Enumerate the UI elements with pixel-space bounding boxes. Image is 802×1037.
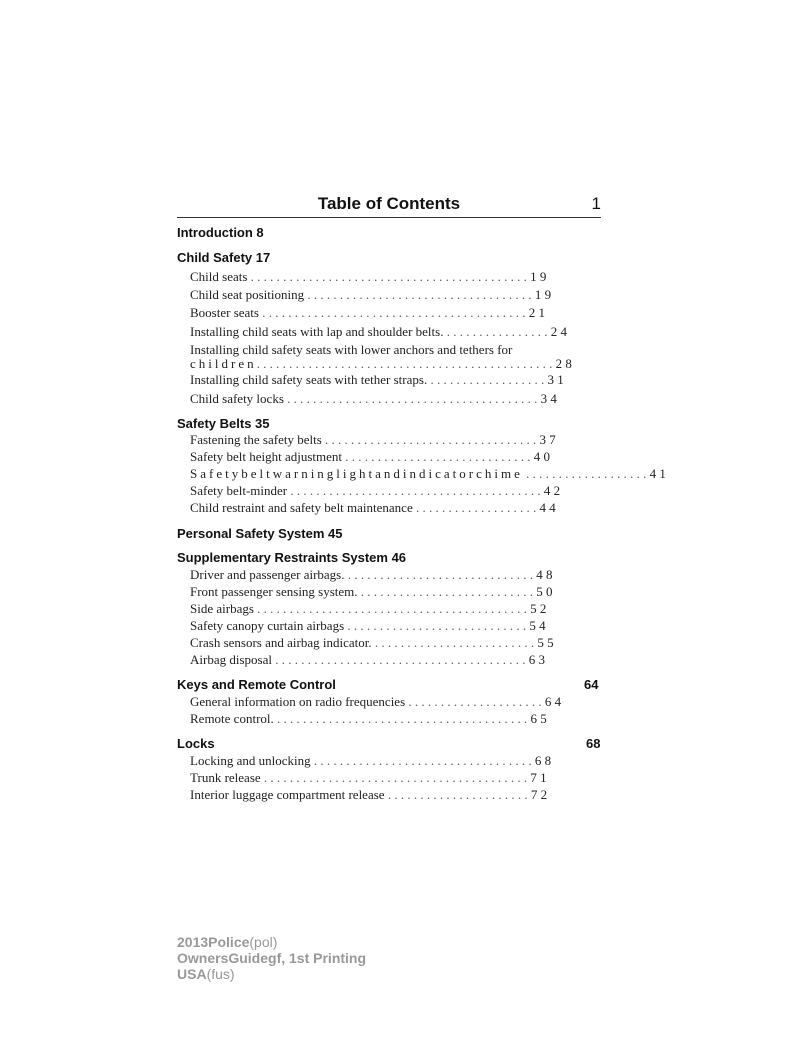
toc-entry[interactable] [190, 652, 610, 668]
entry-title: Crash sensors and airbag indicator. [190, 635, 372, 650]
entry-page: 6 3 [528, 652, 545, 667]
dot-leader: . . . . . . . . . . . . . . . . . . . . . . . . . . . . . . . . . . . . . . . . . . . . . . [256, 356, 556, 371]
entry-page: 6 8 [534, 753, 552, 768]
dot-leader: . . . . . . . . . . . . . . . . . . . [412, 500, 540, 515]
entry-page: 2 8 [555, 356, 572, 371]
toc-entry-continued[interactable] [190, 356, 770, 372]
entry-title: Side airbags [190, 601, 254, 616]
entry-page: 6 4 [544, 694, 562, 709]
entry-title: Airbag disposal [190, 652, 272, 667]
entry-title: Remote control. [190, 711, 274, 726]
entry-title-cont: children [190, 356, 257, 371]
toc-entry[interactable] [190, 483, 610, 499]
toc-entry[interactable] [190, 787, 610, 803]
dot-leader: . . . . . . . . . . . . . . . . . . . . . . . . . . . [357, 584, 537, 599]
entry-title: Safety belt-minder [190, 483, 288, 498]
section-safety-belts[interactable]: Safety Belts 35 [177, 416, 270, 431]
entry-title: Installing child seats with lap and shoulder belts. [190, 324, 444, 339]
dot-leader: . . . . . . . . . . . . . . . . . . . . . . . . . . . . . . . . . . . . . . . . . . [253, 601, 531, 616]
toc-entry[interactable] [190, 500, 610, 516]
dot-leader: . . . . . . . . . . . . . . . . . . . . . . . . . . . . . . . . . . . . . . . [283, 391, 541, 406]
dot-leader: . . . . . . . . . . . . . . . . . . . . . . . . . . . . . . . . . . . . . . . [271, 652, 529, 667]
page-title: Table of Contents [317, 194, 461, 213]
dot-leader: . . . . . . . . . . . . . . . . . . . . . . [384, 787, 531, 802]
dot-leader: . . . . . . . . . . . . . . . . . . . . . . . . . [371, 635, 538, 650]
entry-title: General information on radio frequencies [190, 694, 406, 709]
toc-entry[interactable] [190, 618, 610, 634]
section-locks[interactable]: Locks [177, 736, 215, 751]
toc-entry[interactable] [190, 567, 610, 583]
toc-entry[interactable] [190, 372, 610, 388]
entry-title: Installing child safety seats with lower anchors and tethers for [190, 342, 513, 357]
dot-leader: . . . . . . . . . . . . . . . . . . . . . . . . . . . . [344, 618, 530, 633]
entry-title: Driver and passenger airbags. [190, 567, 345, 582]
entry-page: 2 4 [550, 324, 567, 339]
toc-entry[interactable] [190, 466, 770, 482]
dot-leader: . . . . . . . . . . . . . . . . . . . . . . . . . . . . . [342, 449, 534, 464]
dot-leader: . . . . . . . . . . . . . . . . . . . . . . . . . . . . . . . . . . . . . . . [287, 483, 544, 498]
dot-leader: . . . . . . . . . . . . . . . . . . . . . . . . . . . . . . . . . . . . . . . . . [258, 305, 529, 320]
section-keys-remote[interactable]: Keys and Remote Control [177, 677, 336, 692]
entry-page: 3 1 [547, 372, 564, 387]
toc-entry[interactable] [190, 753, 610, 769]
dot-leader: . . . . . . . . . . . . . . . . [443, 324, 551, 339]
footer-line-2: OwnersGuidegf, 1st Printing [177, 950, 367, 966]
section-page-number: 68 [586, 736, 601, 751]
entry-title: Interior luggage compartment release [190, 787, 385, 802]
entry-title: Booster seats [190, 305, 259, 320]
footer-line-3: USA(fus) [177, 966, 235, 982]
toc-entry[interactable] [190, 584, 610, 600]
dot-leader: . . . . . . . . . . . . . . . . . . . [522, 466, 650, 481]
entry-page: 4 2 [543, 483, 561, 498]
toc-entry[interactable] [190, 324, 610, 340]
dot-leader: . . . . . . . . . . . . . . . . . . . . . . . . . . . . . . . . . . [310, 753, 535, 768]
entry-page: 5 2 [530, 601, 547, 616]
entry-title: Locking and unlocking [190, 753, 311, 768]
entry-page: 7 2 [530, 787, 548, 802]
entry-page: 1 9 [530, 269, 547, 284]
entry-page: 4 4 [539, 500, 556, 515]
toc-entry[interactable] [190, 287, 610, 303]
toc-entry[interactable] [190, 711, 610, 727]
entry-page: 6 5 [530, 711, 547, 726]
toc-entry[interactable] [190, 449, 610, 465]
section-introduction[interactable]: Introduction 8 [177, 225, 264, 240]
entry-page: 4 1 [649, 466, 666, 481]
toc-entry[interactable] [190, 635, 610, 651]
entry-page: 4 8 [536, 567, 553, 582]
entry-page: 5 4 [529, 618, 546, 633]
dot-leader: . . . . . . . . . . . . . . . . . . . . . . . . . . . . . [344, 567, 537, 582]
entry-title: Child seats [190, 269, 248, 284]
toc-entry[interactable] [190, 770, 610, 786]
entry-page: 2 1 [528, 305, 545, 320]
entry-title: Child seat positioning [190, 287, 305, 302]
entry-title: Child safety locks [190, 391, 284, 406]
dot-leader: . . . . . . . . . . . . . . . . . . . . . . . . . . . . . . . . . . . [304, 287, 535, 302]
section-personal-safety[interactable]: Personal Safety System 45 [177, 526, 343, 541]
entry-page: 7 1 [530, 770, 547, 785]
footer-line-1: 2013Police(pol) [177, 934, 278, 950]
entry-title: Trunk release [190, 770, 261, 785]
section-child-safety[interactable]: Child Safety 17 [177, 250, 271, 265]
dot-leader: . . . . . . . . . . . . . . . . . . . . . . . . . . . . . . . . . [321, 432, 540, 447]
dot-leader: . . . . . . . . . . . . . . . . . . . . . [405, 694, 545, 709]
dot-leader: . . . . . . . . . . . . . . . . . . . . . . . . . . . . . . . . . . . . . . . . . . . [247, 269, 531, 284]
print-footer [177, 934, 366, 982]
dot-leader: . . . . . . . . . . . . . . . . . . . . . . . . . . . . . . . . . . . . . . . . . [260, 770, 531, 785]
dot-leader: . . . . . . . . . . . . . . . . . . . . . . . . . . . . . . . . . . . . . . . [273, 711, 531, 726]
entry-page: 3 7 [539, 432, 556, 447]
entry-title: Safety belt height adjustment [190, 449, 342, 464]
page-number: 1 [591, 194, 601, 213]
dot-leader: . . . . . . . . . . . . . . . . . . [427, 372, 548, 387]
entry-title: Child restraint and safety belt maintenance [190, 500, 413, 515]
entry-title: Front passenger sensing system. [190, 584, 358, 599]
section-srs[interactable]: Supplementary Restraints System 46 [177, 550, 407, 565]
entry-page: 3 4 [540, 391, 557, 406]
toc-entry[interactable] [190, 305, 610, 321]
toc-entry[interactable] [190, 601, 610, 617]
entry-title: Safety canopy curtain airbags [190, 618, 345, 633]
toc-entry[interactable] [190, 269, 610, 285]
entry-title: Fastening the safety belts [190, 432, 322, 447]
toc-entry[interactable] [190, 391, 610, 407]
section-page-number: 64 [584, 677, 599, 692]
entry-page: 1 9 [534, 287, 552, 302]
toc-entry[interactable] [190, 432, 610, 448]
entry-title: Safetybeltwarninglightandindicatorchime [190, 466, 523, 481]
toc-entry[interactable] [190, 694, 610, 710]
entry-page: 5 0 [536, 584, 553, 599]
entry-page: 5 5 [537, 635, 554, 650]
entry-title: Installing child safety seats with tether straps. [190, 372, 428, 387]
page-header [177, 193, 601, 218]
entry-page: 4 0 [533, 449, 550, 464]
